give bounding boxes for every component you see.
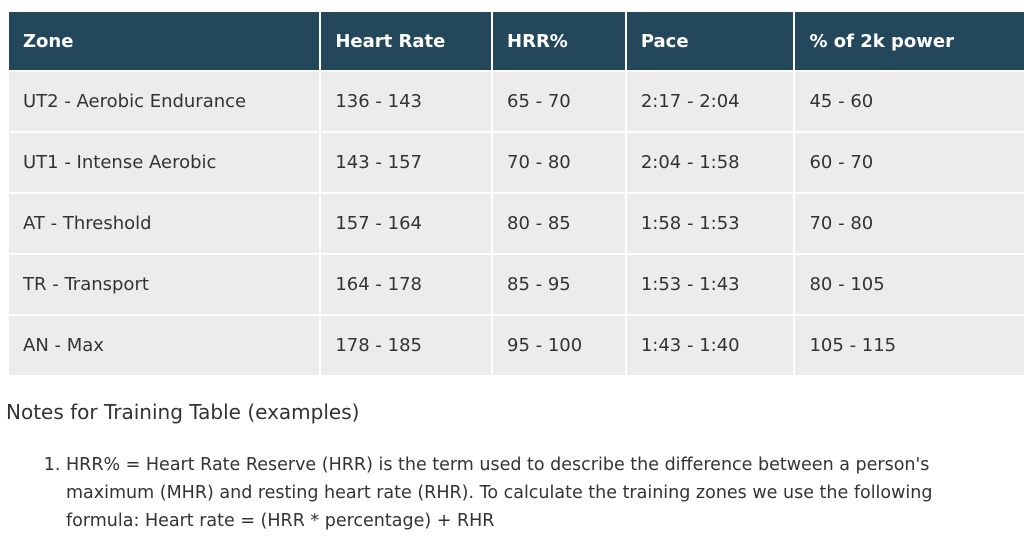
cell-hrr: 80 - 85: [493, 194, 625, 253]
cell-pace: 2:17 - 2:04: [627, 72, 794, 131]
notes-list: [0, 451, 1006, 535]
cell-zone: AN - Max: [9, 316, 319, 375]
cell-hrr: 65 - 70: [493, 72, 625, 131]
cell-zone: TR - Transport: [9, 255, 319, 314]
cell-heart-rate: 136 - 143: [321, 72, 491, 131]
cell-heart-rate: 157 - 164: [321, 194, 491, 253]
cell-2k-power: 105 - 115: [795, 316, 1024, 375]
cell-pace: 1:53 - 1:43: [627, 255, 794, 314]
table-row: [9, 316, 1024, 375]
table-row: [9, 133, 1024, 192]
header-pace: Pace: [627, 12, 794, 70]
table-row: [9, 255, 1024, 314]
note-item: 1. HRR% = Heart Rate Reserve (HRR) is the term used to describe the difference between a person's maximum (MHR) and resting heart rate (RHR). To calculate the training zones we use the following formula: Heart rate = (HRR * percentage) + RHR: [66, 451, 1006, 535]
cell-2k-power: 45 - 60: [795, 72, 1024, 131]
header-hrr: HRR%: [493, 12, 625, 70]
cell-pace: 1:43 - 1:40: [627, 316, 794, 375]
cell-hrr: 95 - 100: [493, 316, 625, 375]
cell-2k-power: 60 - 70: [795, 133, 1024, 192]
header-zone: Zone: [9, 12, 319, 70]
cell-2k-power: 80 - 105: [795, 255, 1024, 314]
training-zones-table: [7, 10, 1024, 377]
cell-2k-power: 70 - 80: [795, 194, 1024, 253]
cell-heart-rate: 164 - 178: [321, 255, 491, 314]
notes-title: Notes for Training Table (examples): [6, 400, 360, 424]
cell-zone: AT - Threshold: [9, 194, 319, 253]
cell-zone: UT1 - Intense Aerobic: [9, 133, 319, 192]
cell-pace: 2:04 - 1:58: [627, 133, 794, 192]
cell-pace: 1:58 - 1:53: [627, 194, 794, 253]
cell-heart-rate: 178 - 185: [321, 316, 491, 375]
cell-zone: UT2 - Aerobic Endurance: [9, 72, 319, 131]
table-header-row: [9, 12, 1024, 70]
cell-heart-rate: 143 - 157: [321, 133, 491, 192]
table-row: [9, 194, 1024, 253]
cell-hrr: 70 - 80: [493, 133, 625, 192]
header-2k-power: % of 2k power: [795, 12, 1024, 70]
header-heart-rate: Heart Rate: [321, 12, 491, 70]
cell-hrr: 85 - 95: [493, 255, 625, 314]
table-row: [9, 72, 1024, 131]
